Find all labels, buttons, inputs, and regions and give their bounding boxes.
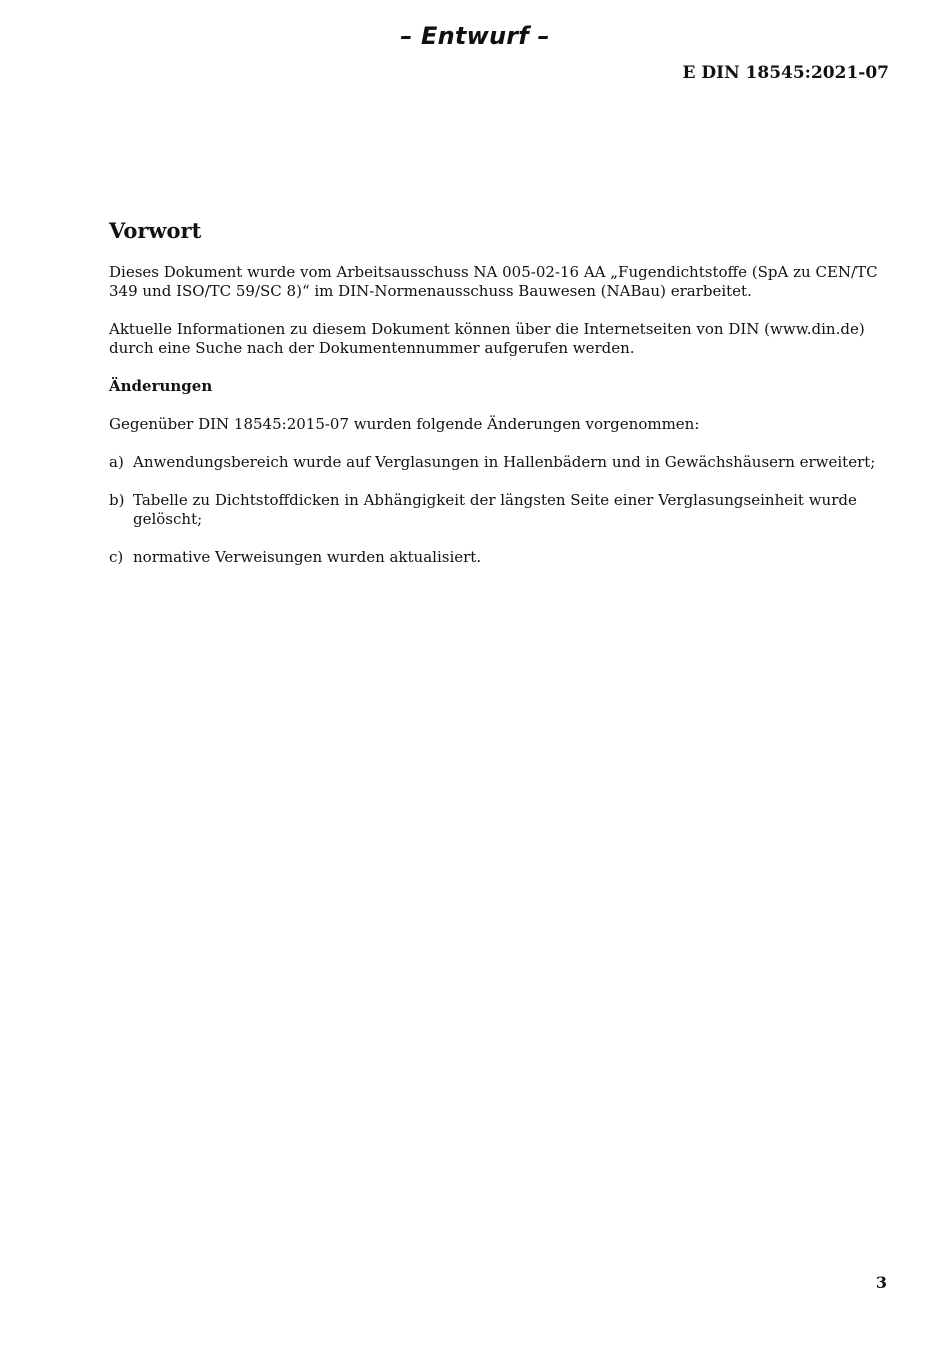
changes-intro: Gegenüber DIN 18545:2015-07 wurden folgende Änderungen vorgenommen:	[109, 415, 700, 433]
draft-title: – Entwurf –	[400, 22, 550, 50]
changes-heading: Änderungen	[109, 377, 213, 395]
changes-list	[109, 453, 899, 567]
list-item	[109, 491, 899, 529]
page-number: 3	[875, 1273, 887, 1292]
list-item-text: Anwendungsbereich wurde auf Verglasungen in Hallenbädern und in Gewächshäusern erweitert;	[133, 453, 876, 471]
list-item-text: Tabelle zu Dichtstoffdicken in Abhängigkeit der längsten Seite einer Verglasungseinheit wurde gelöscht;	[133, 491, 857, 528]
list-item-text: normative Verweisungen wurden aktualisiert.	[133, 548, 482, 566]
paragraph-information: Aktuelle Informationen zu diesem Dokument können über die Internetseiten von DIN (www.din.de) durch eine Suche nach der Dokumentennummer aufgerufen werden.	[109, 320, 865, 357]
section-heading: Vorwort	[109, 218, 202, 243]
list-marker: a)	[109, 453, 124, 471]
list-item	[109, 548, 899, 567]
page-content	[109, 218, 899, 586]
list-marker: c)	[109, 548, 124, 566]
list-item	[109, 453, 899, 472]
list-marker: b)	[109, 491, 125, 509]
paragraph-committee: Dieses Dokument wurde vom Arbeitsausschuss NA 005-02-16 AA „Fugendichtstoffe (SpA zu CEN/TC 349 und ISO/TC 59/SC 8)“ im DIN-Normenausschuss Bauwesen (NABau) erarbeitet.	[109, 263, 878, 300]
document-id: E DIN 18545:2021-07	[682, 63, 889, 83]
